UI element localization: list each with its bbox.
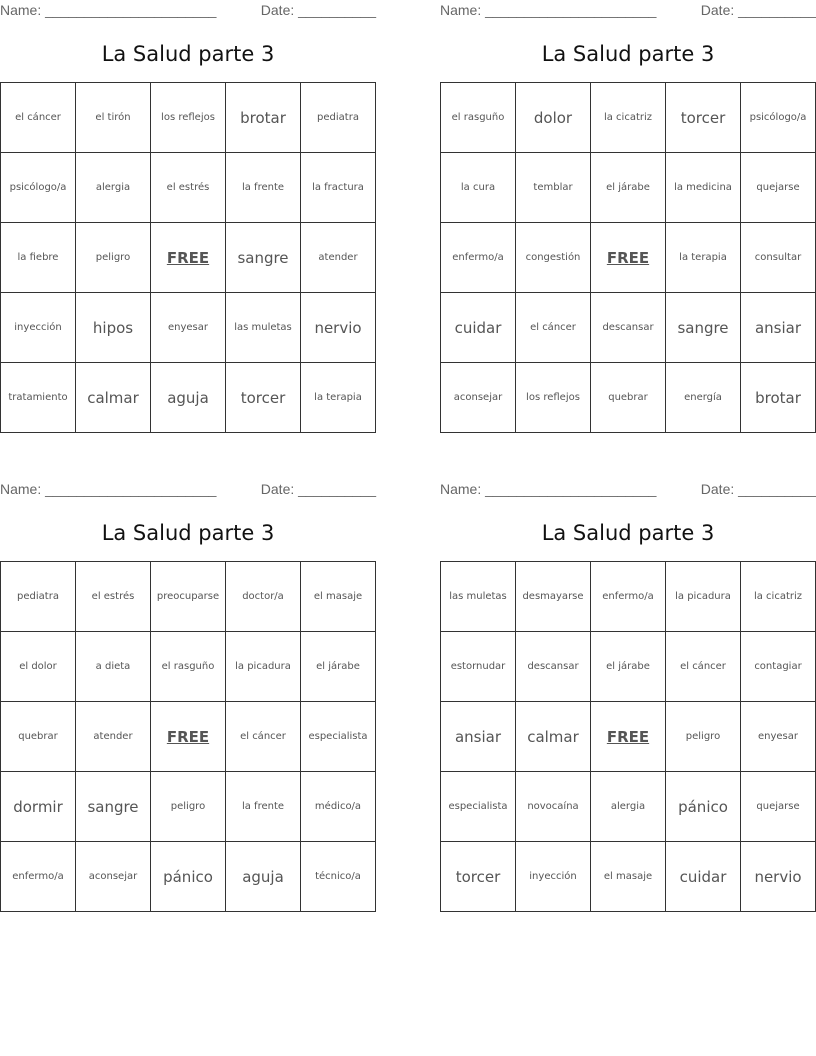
grid-cell: alergia <box>76 153 151 223</box>
name-field[interactable]: Name: ______________________ <box>0 481 217 497</box>
grid-cell: la picadura <box>666 562 741 632</box>
name-field[interactable]: Name: ______________________ <box>440 481 657 497</box>
grid-cell: el cáncer <box>1 83 76 153</box>
grid-cell: técnico/a <box>301 842 376 912</box>
free-space: FREE <box>591 223 666 293</box>
grid-cell: el rasguño <box>151 632 226 702</box>
card-title: La Salud parte 3 <box>541 42 715 66</box>
grid-cell: la fractura <box>301 153 376 223</box>
bingo-card-3 <box>0 479 376 909</box>
grid-cell: ansiar <box>741 293 816 363</box>
grid-cell: alergia <box>591 772 666 842</box>
grid-cell: la frente <box>226 772 301 842</box>
grid-cell: novocaína <box>516 772 591 842</box>
grid-cell: el masaje <box>301 562 376 632</box>
grid-cell: estornudar <box>441 632 516 702</box>
grid-cell: ansiar <box>441 702 516 772</box>
grid-cell: el estrés <box>76 562 151 632</box>
grid-cell: cuidar <box>441 293 516 363</box>
card-header <box>440 481 816 499</box>
grid-cell: el estrés <box>151 153 226 223</box>
card-title: La Salud parte 3 <box>101 42 275 66</box>
grid-cell: calmar <box>76 363 151 433</box>
grid-cell: enyesar <box>741 702 816 772</box>
grid-row <box>1 632 376 702</box>
date-field[interactable]: Date: __________ <box>700 2 816 18</box>
grid-cell: aconsejar <box>441 363 516 433</box>
grid-row <box>441 842 816 912</box>
grid-cell: brotar <box>226 83 301 153</box>
grid-cell: peligro <box>76 223 151 293</box>
grid-cell: inyección <box>516 842 591 912</box>
date-field[interactable]: Date: __________ <box>260 2 376 18</box>
grid-cell: el cáncer <box>666 632 741 702</box>
date-field[interactable]: Date: __________ <box>260 481 376 497</box>
bingo-grid <box>440 82 816 433</box>
grid-cell: el járabe <box>591 153 666 223</box>
grid-cell: la terapia <box>301 363 376 433</box>
grid-row <box>441 772 816 842</box>
grid-cell: especialista <box>441 772 516 842</box>
grid-cell: atender <box>76 702 151 772</box>
grid-cell: cuidar <box>666 842 741 912</box>
grid-cell: el dolor <box>1 632 76 702</box>
grid-cell: torcer <box>441 842 516 912</box>
grid-cell: doctor/a <box>226 562 301 632</box>
bingo-grid <box>0 561 376 912</box>
grid-cell: la picadura <box>226 632 301 702</box>
grid-cell: inyección <box>1 293 76 363</box>
grid-cell: consultar <box>741 223 816 293</box>
grid-cell: enyesar <box>151 293 226 363</box>
grid-cell: el cáncer <box>226 702 301 772</box>
bingo-card-1 <box>0 0 376 430</box>
grid-cell: la cicatriz <box>741 562 816 632</box>
grid-cell: peligro <box>666 702 741 772</box>
grid-cell: el járabe <box>591 632 666 702</box>
grid-cell: torcer <box>666 83 741 153</box>
grid-cell: dormir <box>1 772 76 842</box>
grid-row <box>441 223 816 293</box>
grid-cell: nervio <box>301 293 376 363</box>
grid-cell: calmar <box>516 702 591 772</box>
grid-cell: pediatra <box>1 562 76 632</box>
grid-cell: descansar <box>591 293 666 363</box>
grid-cell: energía <box>666 363 741 433</box>
bingo-card-2 <box>440 0 816 430</box>
grid-cell: especialista <box>301 702 376 772</box>
grid-cell: pánico <box>666 772 741 842</box>
grid-cell: la fiebre <box>1 223 76 293</box>
grid-cell: psicólogo/a <box>741 83 816 153</box>
free-space: FREE <box>151 223 226 293</box>
grid-cell: la cicatriz <box>591 83 666 153</box>
grid-cell: tratamiento <box>1 363 76 433</box>
grid-row <box>441 363 816 433</box>
grid-cell: la medicina <box>666 153 741 223</box>
grid-cell: contagiar <box>741 632 816 702</box>
grid-cell: el masaje <box>591 842 666 912</box>
grid-cell: quejarse <box>741 153 816 223</box>
bingo-card-4 <box>440 479 816 909</box>
grid-cell: pánico <box>151 842 226 912</box>
date-field[interactable]: Date: __________ <box>700 481 816 497</box>
grid-cell: nervio <box>741 842 816 912</box>
grid-row <box>441 153 816 223</box>
grid-cell: temblar <box>516 153 591 223</box>
card-title: La Salud parte 3 <box>541 521 715 545</box>
grid-row <box>1 363 376 433</box>
grid-cell: médico/a <box>301 772 376 842</box>
grid-row <box>441 293 816 363</box>
grid-cell: el tirón <box>76 83 151 153</box>
grid-cell: descansar <box>516 632 591 702</box>
grid-cell: la frente <box>226 153 301 223</box>
grid-cell: quebrar <box>591 363 666 433</box>
grid-cell: aguja <box>151 363 226 433</box>
name-field[interactable]: Name: ______________________ <box>440 2 657 18</box>
grid-row <box>1 562 376 632</box>
grid-cell: la terapia <box>666 223 741 293</box>
grid-cell: sangre <box>226 223 301 293</box>
grid-cell: enfermo/a <box>591 562 666 632</box>
grid-cell: dolor <box>516 83 591 153</box>
grid-cell: desmayarse <box>516 562 591 632</box>
grid-cell: atender <box>301 223 376 293</box>
grid-cell: la cura <box>441 153 516 223</box>
card-header <box>440 2 816 20</box>
grid-cell: el járabe <box>301 632 376 702</box>
grid-row <box>1 153 376 223</box>
grid-cell: brotar <box>741 363 816 433</box>
grid-cell: aconsejar <box>76 842 151 912</box>
card-header <box>0 481 376 499</box>
bingo-grid <box>440 561 816 912</box>
grid-row <box>1 83 376 153</box>
grid-cell: aguja <box>226 842 301 912</box>
grid-row <box>1 842 376 912</box>
card-title: La Salud parte 3 <box>101 521 275 545</box>
grid-cell: sangre <box>666 293 741 363</box>
grid-cell: las muletas <box>441 562 516 632</box>
grid-row <box>1 702 376 772</box>
grid-cell: los reflejos <box>516 363 591 433</box>
grid-row <box>441 702 816 772</box>
grid-row <box>1 293 376 363</box>
grid-row <box>441 83 816 153</box>
grid-cell: hipos <box>76 293 151 363</box>
grid-cell: las muletas <box>226 293 301 363</box>
grid-cell: sangre <box>76 772 151 842</box>
free-space: FREE <box>151 702 226 772</box>
grid-cell: quebrar <box>1 702 76 772</box>
grid-cell: enfermo/a <box>1 842 76 912</box>
grid-row <box>1 772 376 842</box>
card-header <box>0 2 376 20</box>
grid-cell: el cáncer <box>516 293 591 363</box>
grid-cell: enfermo/a <box>441 223 516 293</box>
grid-cell: pediatra <box>301 83 376 153</box>
grid-row <box>441 562 816 632</box>
grid-row <box>441 632 816 702</box>
name-field[interactable]: Name: ______________________ <box>0 2 217 18</box>
grid-cell: a dieta <box>76 632 151 702</box>
bingo-grid <box>0 82 376 433</box>
grid-cell: preocuparse <box>151 562 226 632</box>
grid-cell: los reflejos <box>151 83 226 153</box>
grid-cell: psicólogo/a <box>1 153 76 223</box>
grid-cell: torcer <box>226 363 301 433</box>
grid-cell: congestión <box>516 223 591 293</box>
free-space: FREE <box>591 702 666 772</box>
grid-cell: peligro <box>151 772 226 842</box>
grid-cell: el rasguño <box>441 83 516 153</box>
grid-row <box>1 223 376 293</box>
grid-cell: quejarse <box>741 772 816 842</box>
